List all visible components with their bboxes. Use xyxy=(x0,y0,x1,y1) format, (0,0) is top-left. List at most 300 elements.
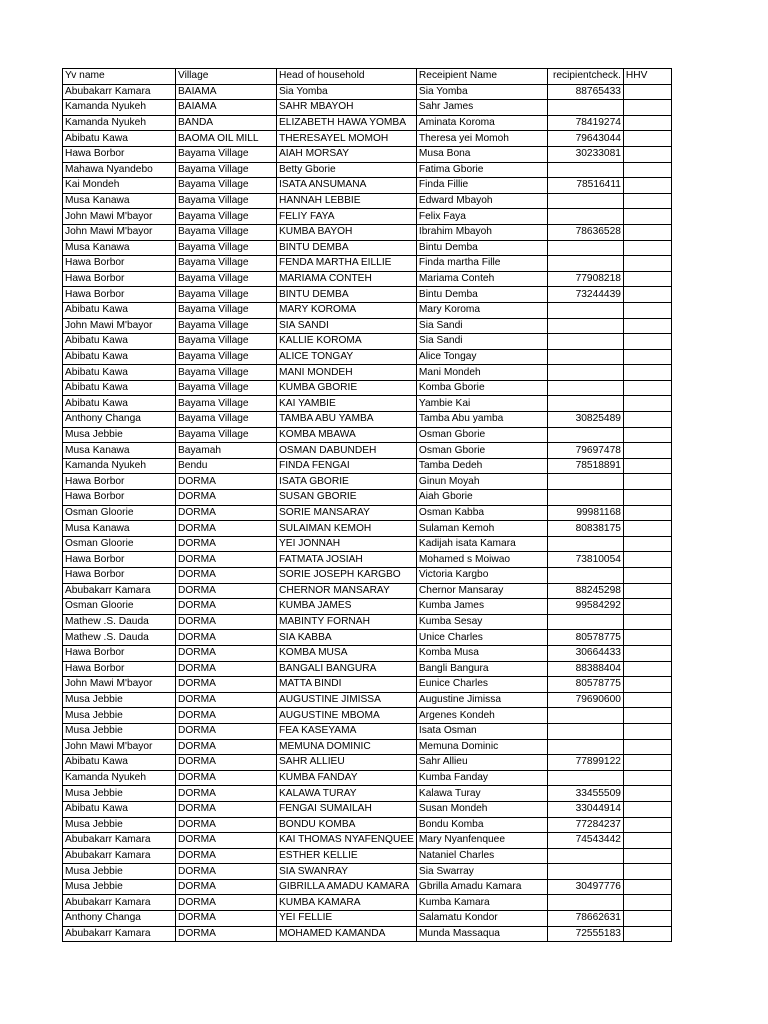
village-cell: DORMA xyxy=(176,708,277,724)
recipient-name-cell: Finda Fillie xyxy=(416,178,547,194)
recipient-check-cell xyxy=(547,895,623,911)
recipient-check-cell xyxy=(547,474,623,490)
yv-name-cell: Kamanda Nyukeh xyxy=(63,100,176,116)
recipient-check-cell xyxy=(547,490,623,506)
recipient-name-cell: Kumba Fanday xyxy=(416,770,547,786)
hhv-cell xyxy=(623,692,671,708)
head-of-household-cell: FEA KASEYAMA xyxy=(277,723,417,739)
yv-name-cell: Abubakarr Kamara xyxy=(63,583,176,599)
yv-name-cell: Abibatu Kawa xyxy=(63,334,176,350)
hhv-cell xyxy=(623,256,671,272)
village-cell: Bayama Village xyxy=(176,271,277,287)
table-row xyxy=(63,443,672,459)
recipient-name-cell: Osman Gborie xyxy=(416,443,547,459)
recipient-check-cell: 78419274 xyxy=(547,115,623,131)
head-of-household-cell: KUMBA FANDAY xyxy=(277,770,417,786)
recipient-check-cell: 77284237 xyxy=(547,817,623,833)
hhv-cell xyxy=(623,193,671,209)
table-row xyxy=(63,115,672,131)
village-cell: DORMA xyxy=(176,521,277,537)
village-cell: Bayama Village xyxy=(176,256,277,272)
recipient-check-cell: 74543442 xyxy=(547,833,623,849)
recipient-check-cell: 99981168 xyxy=(547,505,623,521)
recipient-check-cell: 30825489 xyxy=(547,412,623,428)
recipient-check-cell: 80838175 xyxy=(547,521,623,537)
village-cell: DORMA xyxy=(176,645,277,661)
hhv-cell xyxy=(623,536,671,552)
head-of-household-cell: KOMBA MUSA xyxy=(277,645,417,661)
village-cell: DORMA xyxy=(176,895,277,911)
head-of-household-cell: MARIAMA CONTEH xyxy=(277,271,417,287)
yv-name-cell: Musa Jebbie xyxy=(63,864,176,880)
table-row xyxy=(63,864,672,880)
yv-name-cell: Musa Jebbie xyxy=(63,879,176,895)
recipient-check-cell xyxy=(547,334,623,350)
village-cell: Bendu xyxy=(176,458,277,474)
hhv-cell xyxy=(623,614,671,630)
yv-name-cell: Musa Jebbie xyxy=(63,817,176,833)
head-of-household-cell: KUMBA GBORIE xyxy=(277,380,417,396)
yv-name-cell: Abibatu Kawa xyxy=(63,365,176,381)
column-header-village: Village xyxy=(176,69,277,85)
recipient-name-cell: Susan Mondeh xyxy=(416,801,547,817)
household-table xyxy=(62,68,672,942)
yv-name-cell: Hawa Borbor xyxy=(63,474,176,490)
table-row xyxy=(63,801,672,817)
recipient-name-cell: Musa Bona xyxy=(416,146,547,162)
table-body xyxy=(63,84,672,942)
table-row xyxy=(63,614,672,630)
recipient-check-cell xyxy=(547,318,623,334)
head-of-household-cell: SORIE MANSARAY xyxy=(277,505,417,521)
head-of-household-cell: MARY KOROMA xyxy=(277,302,417,318)
village-cell: DORMA xyxy=(176,911,277,927)
head-of-household-cell: YEI JONNAH xyxy=(277,536,417,552)
yv-name-cell: Hawa Borbor xyxy=(63,256,176,272)
recipient-name-cell: Aiah Gborie xyxy=(416,490,547,506)
table-row xyxy=(63,427,672,443)
yv-name-cell: Osman Gloorie xyxy=(63,599,176,615)
hhv-cell xyxy=(623,458,671,474)
yv-name-cell: Kamanda Nyukeh xyxy=(63,115,176,131)
recipient-check-cell xyxy=(547,256,623,272)
table-row xyxy=(63,318,672,334)
village-cell: DORMA xyxy=(176,723,277,739)
yv-name-cell: Mahawa Nyandebo xyxy=(63,162,176,178)
head-of-household-cell: FATMATA JOSIAH xyxy=(277,552,417,568)
recipient-name-cell: Kumba Sesay xyxy=(416,614,547,630)
hhv-cell xyxy=(623,287,671,303)
recipient-name-cell: Mariama Conteh xyxy=(416,271,547,287)
yv-name-cell: Abubakarr Kamara xyxy=(63,84,176,100)
table-row xyxy=(63,926,672,942)
table-row xyxy=(63,833,672,849)
hhv-cell xyxy=(623,723,671,739)
village-cell: DORMA xyxy=(176,926,277,942)
head-of-household-cell: TAMBA ABU YAMBA xyxy=(277,412,417,428)
table-row xyxy=(63,287,672,303)
hhv-cell xyxy=(623,334,671,350)
head-of-household-cell: MATTA BINDI xyxy=(277,677,417,693)
village-cell: BAIAMA xyxy=(176,84,277,100)
table-row xyxy=(63,645,672,661)
village-cell: Bayama Village xyxy=(176,287,277,303)
yv-name-cell: Musa Kanawa xyxy=(63,240,176,256)
recipient-name-cell: Theresa yei Momoh xyxy=(416,131,547,147)
recipient-name-cell: Mary Nyanfenquee xyxy=(416,833,547,849)
yv-name-cell: Abubakarr Kamara xyxy=(63,895,176,911)
recipient-check-cell xyxy=(547,568,623,584)
hhv-cell xyxy=(623,178,671,194)
village-cell: DORMA xyxy=(176,568,277,584)
village-cell: DORMA xyxy=(176,552,277,568)
recipient-name-cell: Sia Sandi xyxy=(416,318,547,334)
table-row xyxy=(63,583,672,599)
column-header-head-of-household: Head of household xyxy=(277,69,417,85)
recipient-name-cell: Tamba Dedeh xyxy=(416,458,547,474)
yv-name-cell: Musa Jebbie xyxy=(63,786,176,802)
yv-name-cell: John Mawi M'bayor xyxy=(63,224,176,240)
table-row xyxy=(63,895,672,911)
recipient-name-cell: Komba Gborie xyxy=(416,380,547,396)
table-row xyxy=(63,302,672,318)
yv-name-cell: Musa Jebbie xyxy=(63,692,176,708)
recipient-name-cell: Sia Swarray xyxy=(416,864,547,880)
village-cell: Bayama Village xyxy=(176,412,277,428)
recipient-check-cell: 80578775 xyxy=(547,630,623,646)
recipient-check-cell xyxy=(547,708,623,724)
head-of-household-cell: SAHR ALLIEU xyxy=(277,755,417,771)
hhv-cell xyxy=(623,848,671,864)
recipient-check-cell xyxy=(547,723,623,739)
recipient-name-cell: Alice Tongay xyxy=(416,349,547,365)
table-row xyxy=(63,209,672,225)
table-row xyxy=(63,677,672,693)
table-row xyxy=(63,911,672,927)
table-row xyxy=(63,521,672,537)
head-of-household-cell: SULAIMAN KEMOH xyxy=(277,521,417,537)
table-row xyxy=(63,412,672,428)
recipient-check-cell: 72555183 xyxy=(547,926,623,942)
village-cell: Bayama Village xyxy=(176,162,277,178)
head-of-household-cell: KALLIE KOROMA xyxy=(277,334,417,350)
village-cell: DORMA xyxy=(176,755,277,771)
yv-name-cell: Musa Jebbie xyxy=(63,427,176,443)
village-cell: Bayama Village xyxy=(176,380,277,396)
table-row xyxy=(63,240,672,256)
header-row xyxy=(63,69,672,85)
hhv-cell xyxy=(623,427,671,443)
hhv-cell xyxy=(623,412,671,428)
recipient-name-cell: Bangli Bangura xyxy=(416,661,547,677)
head-of-household-cell: THERESAYEL MOMOH xyxy=(277,131,417,147)
recipient-check-cell xyxy=(547,536,623,552)
recipient-name-cell: Bondu Komba xyxy=(416,817,547,833)
recipient-check-cell xyxy=(547,864,623,880)
village-cell: DORMA xyxy=(176,879,277,895)
table-row xyxy=(63,334,672,350)
table-row xyxy=(63,131,672,147)
recipient-name-cell: Victoria Kargbo xyxy=(416,568,547,584)
hhv-cell xyxy=(623,209,671,225)
recipient-name-cell: Isata Osman xyxy=(416,723,547,739)
hhv-cell xyxy=(623,879,671,895)
head-of-household-cell: FENGAI SUMAILAH xyxy=(277,801,417,817)
hhv-cell xyxy=(623,552,671,568)
village-cell: Bayama Village xyxy=(176,193,277,209)
head-of-household-cell: ALICE TONGAY xyxy=(277,349,417,365)
head-of-household-cell: Sia Yomba xyxy=(277,84,417,100)
recipient-name-cell: Mohamed s Moiwao xyxy=(416,552,547,568)
recipient-check-cell xyxy=(547,396,623,412)
recipient-name-cell: Kalawa Turay xyxy=(416,786,547,802)
recipient-check-cell: 99584292 xyxy=(547,599,623,615)
hhv-cell xyxy=(623,786,671,802)
yv-name-cell: Musa Kanawa xyxy=(63,521,176,537)
hhv-cell xyxy=(623,474,671,490)
recipient-name-cell: Ibrahim Mbayoh xyxy=(416,224,547,240)
hhv-cell xyxy=(623,817,671,833)
hhv-cell xyxy=(623,162,671,178)
head-of-household-cell: KUMBA JAMES xyxy=(277,599,417,615)
hhv-cell xyxy=(623,677,671,693)
yv-name-cell: Musa Kanawa xyxy=(63,193,176,209)
table-row xyxy=(63,224,672,240)
village-cell: DORMA xyxy=(176,505,277,521)
hhv-cell xyxy=(623,895,671,911)
yv-name-cell: Abubakarr Kamara xyxy=(63,833,176,849)
hhv-cell xyxy=(623,443,671,459)
table-row xyxy=(63,786,672,802)
recipient-check-cell: 73810054 xyxy=(547,552,623,568)
recipient-name-cell: Memuna Dominic xyxy=(416,739,547,755)
head-of-household-cell: KAI YAMBIE xyxy=(277,396,417,412)
hhv-cell xyxy=(623,926,671,942)
recipient-check-cell xyxy=(547,848,623,864)
recipient-name-cell: Yambie Kai xyxy=(416,396,547,412)
head-of-household-cell: KOMBA MBAWA xyxy=(277,427,417,443)
village-cell: Bayama Village xyxy=(176,209,277,225)
table-row xyxy=(63,271,672,287)
recipient-check-cell: 30497776 xyxy=(547,879,623,895)
village-cell: DORMA xyxy=(176,614,277,630)
yv-name-cell: John Mawi M'bayor xyxy=(63,209,176,225)
village-cell: Bayama Village xyxy=(176,396,277,412)
column-header-recipient-name: Receipient Name xyxy=(416,69,547,85)
recipient-name-cell: Mani Mondeh xyxy=(416,365,547,381)
table-row xyxy=(63,193,672,209)
head-of-household-cell: SIA KABBA xyxy=(277,630,417,646)
village-cell: DORMA xyxy=(176,739,277,755)
recipient-check-cell xyxy=(547,209,623,225)
yv-name-cell: Hawa Borbor xyxy=(63,568,176,584)
recipient-name-cell: Sahr James xyxy=(416,100,547,116)
recipient-name-cell: Kumba Kamara xyxy=(416,895,547,911)
head-of-household-cell: SORIE JOSEPH KARGBO xyxy=(277,568,417,584)
recipient-check-cell: 78516411 xyxy=(547,178,623,194)
table-row xyxy=(63,661,672,677)
yv-name-cell: Abibatu Kawa xyxy=(63,801,176,817)
table-row xyxy=(63,162,672,178)
recipient-check-cell xyxy=(547,240,623,256)
table-row xyxy=(63,490,672,506)
recipient-check-cell: 30233081 xyxy=(547,146,623,162)
hhv-cell xyxy=(623,770,671,786)
recipient-name-cell: Osman Kabba xyxy=(416,505,547,521)
recipient-check-cell xyxy=(547,770,623,786)
recipient-name-cell: Sahr Allieu xyxy=(416,755,547,771)
village-cell: Bayama Village xyxy=(176,178,277,194)
yv-name-cell: John Mawi M'bayor xyxy=(63,739,176,755)
recipient-check-cell: 33455509 xyxy=(547,786,623,802)
recipient-check-cell xyxy=(547,614,623,630)
recipient-check-cell xyxy=(547,162,623,178)
hhv-cell xyxy=(623,739,671,755)
table-row xyxy=(63,458,672,474)
village-cell: Bayama Village xyxy=(176,146,277,162)
yv-name-cell: Abibatu Kawa xyxy=(63,380,176,396)
hhv-cell xyxy=(623,708,671,724)
head-of-household-cell: CHERNOR MANSARAY xyxy=(277,583,417,599)
head-of-household-cell: BANGALI BANGURA xyxy=(277,661,417,677)
recipient-check-cell xyxy=(547,427,623,443)
hhv-cell xyxy=(623,224,671,240)
recipient-name-cell: Ginun Moyah xyxy=(416,474,547,490)
yv-name-cell: Osman Gloorie xyxy=(63,505,176,521)
table-row xyxy=(63,770,672,786)
head-of-household-cell: SIA SWANRAY xyxy=(277,864,417,880)
yv-name-cell: Anthony Changa xyxy=(63,911,176,927)
recipient-check-cell xyxy=(547,100,623,116)
recipient-name-cell: Augustine Jimissa xyxy=(416,692,547,708)
head-of-household-cell: KALAWA TURAY xyxy=(277,786,417,802)
hhv-cell xyxy=(623,521,671,537)
head-of-household-cell: AIAH MORSAY xyxy=(277,146,417,162)
yv-name-cell: Kamanda Nyukeh xyxy=(63,458,176,474)
recipient-check-cell: 73244439 xyxy=(547,287,623,303)
yv-name-cell: Musa Jebbie xyxy=(63,723,176,739)
table-row xyxy=(63,256,672,272)
recipient-name-cell: Kadijah isata Kamara xyxy=(416,536,547,552)
yv-name-cell: Musa Jebbie xyxy=(63,708,176,724)
head-of-household-cell: ISATA ANSUMANA xyxy=(277,178,417,194)
table-row xyxy=(63,708,672,724)
village-cell: DORMA xyxy=(176,770,277,786)
village-cell: Bayama Village xyxy=(176,365,277,381)
hhv-cell xyxy=(623,240,671,256)
column-header-hhv: HHV xyxy=(623,69,671,85)
table-row xyxy=(63,568,672,584)
head-of-household-cell: ELIZABETH HAWA YOMBA xyxy=(277,115,417,131)
hhv-cell xyxy=(623,505,671,521)
recipient-check-cell xyxy=(547,380,623,396)
hhv-cell xyxy=(623,380,671,396)
head-of-household-cell: AUGUSTINE MBOMA xyxy=(277,708,417,724)
recipient-name-cell: Eunice Charles xyxy=(416,677,547,693)
village-cell: Bayama Village xyxy=(176,302,277,318)
yv-name-cell: John Mawi M'bayor xyxy=(63,677,176,693)
table-row xyxy=(63,349,672,365)
recipient-name-cell: Komba Musa xyxy=(416,645,547,661)
village-cell: DORMA xyxy=(176,692,277,708)
recipient-check-cell: 78636528 xyxy=(547,224,623,240)
recipient-check-cell xyxy=(547,349,623,365)
village-cell: DORMA xyxy=(176,786,277,802)
village-cell: DORMA xyxy=(176,848,277,864)
table-row xyxy=(63,396,672,412)
village-cell: DORMA xyxy=(176,583,277,599)
yv-name-cell: Hawa Borbor xyxy=(63,146,176,162)
table-row xyxy=(63,630,672,646)
table-row xyxy=(63,505,672,521)
head-of-household-cell: SAHR MBAYOH xyxy=(277,100,417,116)
recipient-name-cell: Finda martha Fille xyxy=(416,256,547,272)
yv-name-cell: Abubakarr Kamara xyxy=(63,926,176,942)
table-row xyxy=(63,100,672,116)
yv-name-cell: Hawa Borbor xyxy=(63,645,176,661)
recipient-name-cell: Sia Sandi xyxy=(416,334,547,350)
yv-name-cell: Hawa Borbor xyxy=(63,552,176,568)
head-of-household-cell: OSMAN DABUNDEH xyxy=(277,443,417,459)
yv-name-cell: Hawa Borbor xyxy=(63,661,176,677)
recipient-name-cell: Gbrilla Amadu Kamara xyxy=(416,879,547,895)
hhv-cell xyxy=(623,630,671,646)
hhv-cell xyxy=(623,490,671,506)
village-cell: DORMA xyxy=(176,661,277,677)
village-cell: DORMA xyxy=(176,474,277,490)
village-cell: BANDA xyxy=(176,115,277,131)
village-cell: BAOMA OIL MILL xyxy=(176,131,277,147)
yv-name-cell: Hawa Borbor xyxy=(63,271,176,287)
village-cell: Bayama Village xyxy=(176,334,277,350)
recipient-check-cell: 77908218 xyxy=(547,271,623,287)
recipient-name-cell: Fatima Gborie xyxy=(416,162,547,178)
village-cell: Bayamah xyxy=(176,443,277,459)
table-row xyxy=(63,692,672,708)
yv-name-cell: Hawa Borbor xyxy=(63,287,176,303)
yv-name-cell: Mathew .S. Dauda xyxy=(63,614,176,630)
village-cell: Bayama Village xyxy=(176,318,277,334)
recipient-check-cell: 78518891 xyxy=(547,458,623,474)
yv-name-cell: Abubakarr Kamara xyxy=(63,848,176,864)
village-cell: Bayama Village xyxy=(176,427,277,443)
recipient-name-cell: Tamba Abu yamba xyxy=(416,412,547,428)
table-row xyxy=(63,552,672,568)
head-of-household-cell: Betty Gborie xyxy=(277,162,417,178)
recipient-name-cell: Nataniel Charles xyxy=(416,848,547,864)
head-of-household-cell: BONDU KOMBA xyxy=(277,817,417,833)
recipient-check-cell: 33044914 xyxy=(547,801,623,817)
table-row xyxy=(63,879,672,895)
recipient-check-cell xyxy=(547,193,623,209)
head-of-household-cell: MABINTY FORNAH xyxy=(277,614,417,630)
village-cell: Bayama Village xyxy=(176,240,277,256)
hhv-cell xyxy=(623,84,671,100)
recipient-name-cell: Chernor Mansaray xyxy=(416,583,547,599)
hhv-cell xyxy=(623,864,671,880)
head-of-household-cell: SUSAN GBORIE xyxy=(277,490,417,506)
village-cell: Bayama Village xyxy=(176,349,277,365)
recipient-check-cell xyxy=(547,739,623,755)
table-row xyxy=(63,536,672,552)
yv-name-cell: Musa Kanawa xyxy=(63,443,176,459)
recipient-check-cell: 79697478 xyxy=(547,443,623,459)
head-of-household-cell: ESTHER KELLIE xyxy=(277,848,417,864)
yv-name-cell: Anthony Changa xyxy=(63,412,176,428)
table-row xyxy=(63,848,672,864)
yv-name-cell: Kai Mondeh xyxy=(63,178,176,194)
yv-name-cell: Mathew .S. Dauda xyxy=(63,630,176,646)
